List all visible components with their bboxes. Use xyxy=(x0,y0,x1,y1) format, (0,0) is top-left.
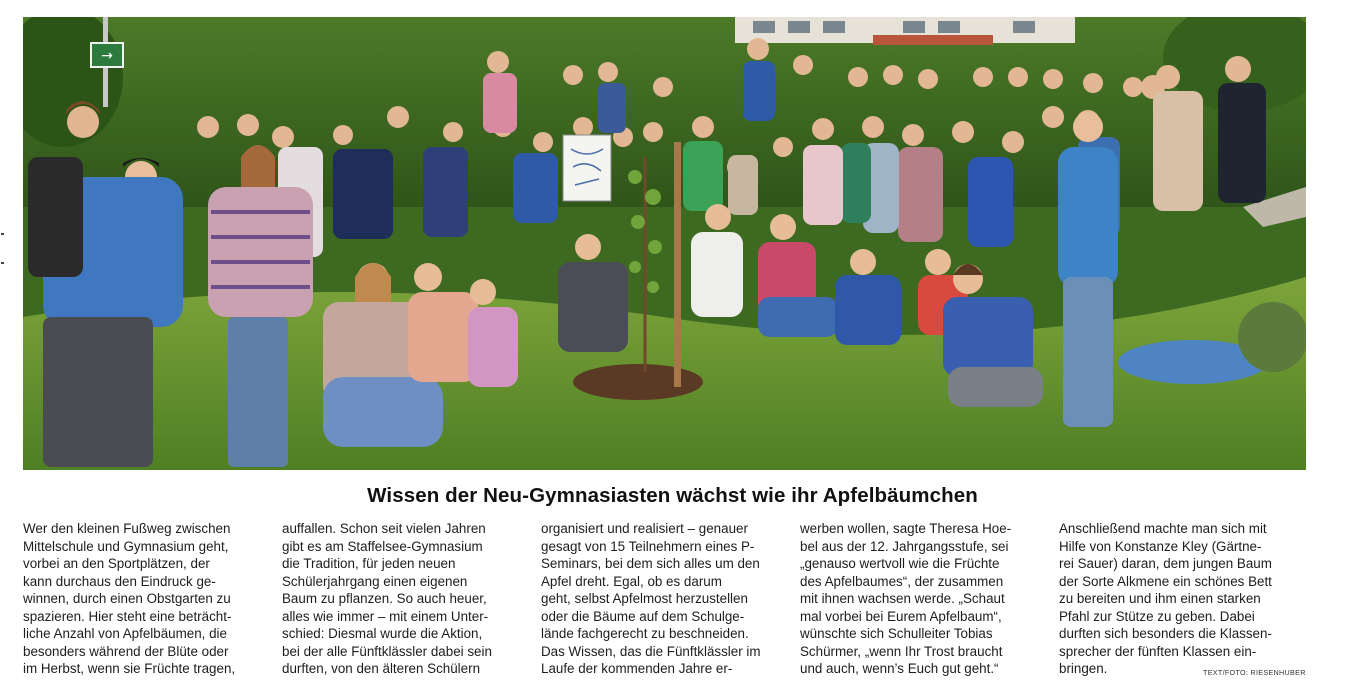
text-line: Anschließend machte man sich mit xyxy=(1059,521,1267,536)
text-line: bringen. xyxy=(1059,661,1108,676)
text-column-3 xyxy=(541,520,782,678)
article-body xyxy=(23,520,1306,682)
mulch-bed xyxy=(573,364,703,400)
text-column-1 xyxy=(23,520,264,678)
text-line: mal vorbei bei Eurem Apfelbaum“, xyxy=(800,608,1002,624)
text-line: liche Anzahl von Apfelbäumen, die xyxy=(23,626,227,641)
text-line: schied: Diesmal wurde die Aktion, xyxy=(282,626,483,641)
photo-credit: TEXT/FOTO: RIESENHUBER xyxy=(1203,668,1306,677)
text-column-4 xyxy=(800,520,1041,678)
group-photo xyxy=(23,17,1306,470)
text-line: Hilfe von Konstanze Kley (Gärtne- xyxy=(1059,538,1262,554)
text-line: Wer den kleinen Fußweg zwischen xyxy=(23,521,231,536)
text-line: auffallen. Schon seit vielen Jahren xyxy=(282,521,486,536)
text-line: Laufe der kommenden Jahre er- xyxy=(541,661,733,676)
text-line: gesagt von 15 Teilnehmern eines P- xyxy=(541,538,755,554)
text-line: alles wie immer – mit einem Unter- xyxy=(282,608,489,624)
text-line: der Sorte Alkmene ein schönes Bett xyxy=(1059,573,1272,589)
text-line: bel aus der 12. Jahrgangsstufe, sei xyxy=(800,538,1009,554)
margin-mark xyxy=(1,262,4,264)
text-line: Baum zu pflanzen. So auch heuer, xyxy=(282,591,487,606)
text-line: Schürmer, „wenn Ihr Trost braucht xyxy=(800,643,1003,659)
text-line: vorbei an den Sportplätzen, der xyxy=(23,556,210,571)
text-line: im Herbst, wenn sie Früchte tragen, xyxy=(23,661,236,676)
text-line: mit ihnen wachsen werde. „Schaut xyxy=(800,591,1005,606)
margin-mark xyxy=(1,233,4,235)
article-headline: Wissen der Neu-Gymnasiasten wächst wie ihr Apfelbäumchen xyxy=(367,484,978,507)
group-photo-illustration xyxy=(23,17,1306,470)
text-line: Schülerjahrgang einen eigenen xyxy=(282,573,468,589)
text-line: organisiert und realisiert – genauer xyxy=(541,521,748,536)
text-line: zu bereiten und ihm einen starken xyxy=(1059,591,1261,606)
text-column-2 xyxy=(282,520,523,678)
text-line: bei der alle Fünftklässler dabei sein xyxy=(282,643,492,659)
text-line: geht, selbst Apfelmost herzustellen xyxy=(541,591,748,606)
drawing-poster xyxy=(563,135,611,201)
text-line: wünschte sich Schulleiter Tobias xyxy=(800,626,993,641)
text-line: sprecher der fünften Klassen ein- xyxy=(1059,643,1257,659)
text-line: winnen, durch einen Obstgarten zu xyxy=(23,591,231,606)
text-line: besonders während der Blüte oder xyxy=(23,643,229,659)
text-line: gibt es am Staffelsee-Gymnasium xyxy=(282,538,483,554)
text-line: rei Sauer) daran, dem jungen Baum xyxy=(1059,556,1272,571)
text-line: Apfel dreht. Egal, ob es darum xyxy=(541,573,722,589)
text-line: durften sich besonders die Klassen- xyxy=(1059,626,1272,641)
text-line: des Apfelbaumes“, der zusammen xyxy=(800,573,1004,589)
text-line: Pfahl zur Stütze zu geben. Dabei xyxy=(1059,608,1255,624)
text-line: und auch, wenn’s Euch gut geht.“ xyxy=(800,661,999,676)
text-line: werben wollen, sagte Theresa Hoe- xyxy=(800,521,1012,536)
text-column-5 xyxy=(1059,520,1300,678)
text-line: „genauso wertvoll wie die Früchte xyxy=(800,556,1000,571)
text-line: oder die Bäume auf dem Schulge- xyxy=(541,608,745,624)
text-line: lände fachgerecht zu beschneiden. xyxy=(541,626,749,641)
text-line: durften, von den älteren Schülern xyxy=(282,661,481,676)
text-line: spazieren. Hier steht eine beträcht- xyxy=(23,608,232,624)
text-line: Das Wissen, das die Fünftklässler im xyxy=(541,643,761,659)
text-line: die Tradition, für jeden neuen xyxy=(282,556,456,571)
support-stake xyxy=(674,142,681,387)
sign-arrow-icon: → xyxy=(101,48,113,64)
text-line: kann durchaus den Eindruck ge- xyxy=(23,573,216,589)
text-line: Mittelschule und Gymnasium geht, xyxy=(23,538,229,554)
text-line: Seminars, bei dem sich alles um den xyxy=(541,556,760,571)
